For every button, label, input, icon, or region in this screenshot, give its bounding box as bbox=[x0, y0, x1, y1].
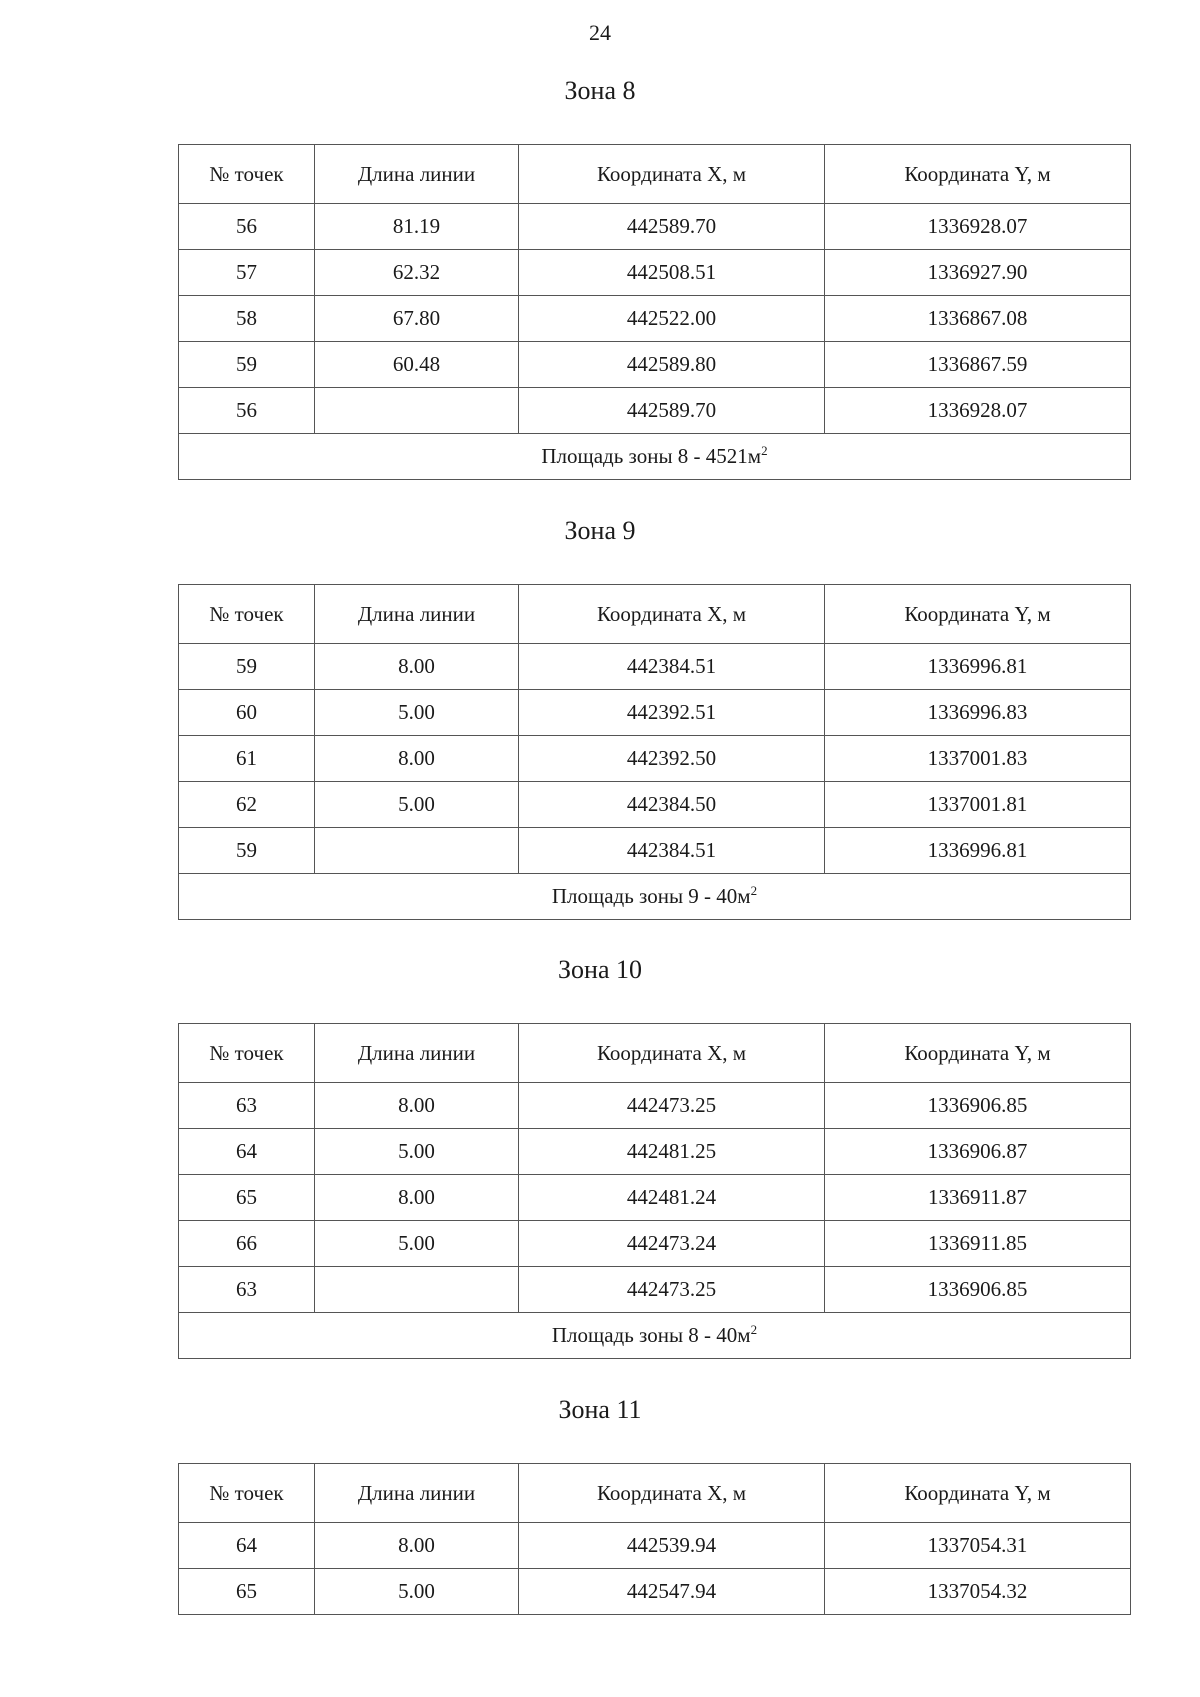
point-number-cell: 64 bbox=[179, 1129, 315, 1175]
header-coordinate-x: Координата X, м bbox=[519, 1464, 825, 1523]
coordinate-x-cell: 442384.51 bbox=[519, 644, 825, 690]
coordinate-y-cell: 1337001.83 bbox=[825, 736, 1131, 782]
point-number-cell: 63 bbox=[179, 1267, 315, 1313]
table-row bbox=[179, 296, 1131, 342]
area-unit-exponent: 2 bbox=[750, 883, 758, 898]
zone-9-section bbox=[0, 516, 1200, 908]
point-number-cell: 66 bbox=[179, 1221, 315, 1267]
coordinate-x-cell: 442392.50 bbox=[519, 736, 825, 782]
header-point-number: № точек bbox=[179, 585, 315, 644]
line-length-cell: 67.80 bbox=[315, 296, 519, 342]
coordinate-y-cell: 1336911.85 bbox=[825, 1221, 1131, 1267]
coordinate-x-cell: 442508.51 bbox=[519, 250, 825, 296]
table-row bbox=[179, 736, 1131, 782]
coordinate-x-cell: 442539.94 bbox=[519, 1523, 825, 1569]
point-number-cell: 61 bbox=[179, 736, 315, 782]
line-length-cell bbox=[315, 388, 519, 434]
point-number-cell: 59 bbox=[179, 644, 315, 690]
area-unit-exponent: 2 bbox=[761, 443, 768, 458]
header-line-length: Длина линии bbox=[315, 585, 519, 644]
zone-area-text: Площадь зоны 9 - 40м bbox=[551, 884, 751, 908]
header-point-number: № точек bbox=[179, 1464, 315, 1523]
table-header-row bbox=[179, 145, 1131, 204]
point-number-cell: 65 bbox=[179, 1175, 315, 1221]
point-number-cell: 56 bbox=[179, 204, 315, 250]
table-row bbox=[179, 690, 1131, 736]
coordinate-x-cell: 442473.25 bbox=[519, 1083, 825, 1129]
coordinate-x-cell: 442473.24 bbox=[519, 1221, 825, 1267]
line-length-cell: 8.00 bbox=[315, 1175, 519, 1221]
line-length-cell: 8.00 bbox=[315, 1083, 519, 1129]
header-coordinate-y: Координата Y, м bbox=[825, 145, 1131, 204]
coordinate-y-cell: 1336996.83 bbox=[825, 690, 1131, 736]
table-row bbox=[179, 1523, 1131, 1569]
table-row bbox=[179, 204, 1131, 250]
table-row bbox=[179, 782, 1131, 828]
coordinate-y-cell: 1336867.08 bbox=[825, 296, 1131, 342]
coordinates-table bbox=[178, 1023, 1131, 1359]
page-number: 24 bbox=[589, 20, 611, 45]
line-length-cell: 8.00 bbox=[315, 644, 519, 690]
line-length-cell: 5.00 bbox=[315, 1569, 519, 1615]
zone-10-section bbox=[0, 955, 1200, 1347]
line-length-cell bbox=[315, 1267, 519, 1313]
area-row bbox=[179, 874, 1131, 920]
coordinate-x-cell: 442392.51 bbox=[519, 690, 825, 736]
line-length-cell: 5.00 bbox=[315, 782, 519, 828]
point-number-cell: 59 bbox=[179, 342, 315, 388]
coordinate-x-cell: 442384.50 bbox=[519, 782, 825, 828]
coordinate-x-cell: 442473.25 bbox=[519, 1267, 825, 1313]
header-coordinate-y: Координата Y, м bbox=[825, 1464, 1131, 1523]
coordinate-y-cell: 1336906.85 bbox=[825, 1267, 1131, 1313]
header-coordinate-x: Координата X, м bbox=[519, 145, 825, 204]
table-row bbox=[179, 828, 1131, 874]
point-number-cell: 64 bbox=[179, 1523, 315, 1569]
table-row bbox=[179, 1083, 1131, 1129]
coordinate-x-cell: 442589.70 bbox=[519, 388, 825, 434]
line-length-cell bbox=[315, 828, 519, 874]
header-line-length: Длина линии bbox=[315, 145, 519, 204]
point-number-cell: 58 bbox=[179, 296, 315, 342]
coordinate-y-cell: 1336928.07 bbox=[825, 204, 1131, 250]
zone-area-text: Площадь зоны 8 - 40м bbox=[551, 1323, 751, 1347]
table-row bbox=[179, 1129, 1131, 1175]
coordinate-x-cell: 442589.70 bbox=[519, 204, 825, 250]
point-number-cell: 59 bbox=[179, 828, 315, 874]
coordinate-x-cell: 442384.51 bbox=[519, 828, 825, 874]
table-row bbox=[179, 1267, 1131, 1313]
coordinate-y-cell: 1336906.87 bbox=[825, 1129, 1131, 1175]
coordinate-y-cell: 1336928.07 bbox=[825, 388, 1131, 434]
coordinates-table bbox=[178, 1463, 1131, 1615]
table-header-row bbox=[179, 1464, 1131, 1523]
point-number-cell: 63 bbox=[179, 1083, 315, 1129]
zone-8-section bbox=[0, 76, 1200, 468]
line-length-cell: 8.00 bbox=[315, 1523, 519, 1569]
coordinate-y-cell: 1336927.90 bbox=[825, 250, 1131, 296]
point-number-cell: 62 bbox=[179, 782, 315, 828]
coordinate-x-cell: 442481.24 bbox=[519, 1175, 825, 1221]
header-coordinate-y: Координата Y, м bbox=[825, 1024, 1131, 1083]
point-number-cell: 56 bbox=[179, 388, 315, 434]
point-number-cell: 57 bbox=[179, 250, 315, 296]
header-coordinate-x: Координата X, м bbox=[519, 1024, 825, 1083]
line-length-cell: 8.00 bbox=[315, 736, 519, 782]
coordinate-y-cell: 1336906.85 bbox=[825, 1083, 1131, 1129]
area-unit-exponent: 2 bbox=[750, 1322, 758, 1337]
coordinate-x-cell: 442589.80 bbox=[519, 342, 825, 388]
zone-title: Зона 8 bbox=[564, 76, 636, 105]
table-row bbox=[179, 1221, 1131, 1267]
header-point-number: № точек bbox=[179, 145, 315, 204]
coordinates-table bbox=[178, 584, 1131, 920]
table-header-row bbox=[179, 585, 1131, 644]
zone-11-section bbox=[0, 1395, 1200, 1603]
line-length-cell: 5.00 bbox=[315, 690, 519, 736]
coordinate-y-cell: 1336996.81 bbox=[825, 828, 1131, 874]
table-row bbox=[179, 250, 1131, 296]
line-length-cell: 5.00 bbox=[315, 1129, 519, 1175]
line-length-cell: 5.00 bbox=[315, 1221, 519, 1267]
area-row bbox=[179, 434, 1131, 480]
header-point-number: № точек bbox=[179, 1024, 315, 1083]
header-line-length: Длина линии bbox=[315, 1464, 519, 1523]
line-length-cell: 60.48 bbox=[315, 342, 519, 388]
area-row bbox=[179, 1313, 1131, 1359]
point-number-cell: 60 bbox=[179, 690, 315, 736]
zone-area-text: Площадь зоны 8 - 4521м bbox=[541, 444, 762, 468]
header-line-length: Длина линии bbox=[315, 1024, 519, 1083]
coordinate-y-cell: 1336911.87 bbox=[825, 1175, 1131, 1221]
table-row bbox=[179, 644, 1131, 690]
point-number-cell: 65 bbox=[179, 1569, 315, 1615]
coordinate-y-cell: 1337001.81 bbox=[825, 782, 1131, 828]
coordinate-x-cell: 442522.00 bbox=[519, 296, 825, 342]
zone-title: Зона 11 bbox=[558, 1395, 642, 1424]
zone-title: Зона 9 bbox=[564, 516, 636, 545]
line-length-cell: 81.19 bbox=[315, 204, 519, 250]
coordinate-y-cell: 1336996.81 bbox=[825, 644, 1131, 690]
line-length-cell: 62.32 bbox=[315, 250, 519, 296]
coordinate-x-cell: 442481.25 bbox=[519, 1129, 825, 1175]
coordinate-y-cell: 1337054.32 bbox=[825, 1569, 1131, 1615]
zone-area-cell bbox=[179, 1313, 1131, 1359]
table-row bbox=[179, 342, 1131, 388]
zone-title: Зона 10 bbox=[558, 955, 642, 984]
coordinate-y-cell: 1337054.31 bbox=[825, 1523, 1131, 1569]
coordinates-table bbox=[178, 144, 1131, 480]
table-header-row bbox=[179, 1024, 1131, 1083]
table-row bbox=[179, 1569, 1131, 1615]
coordinate-x-cell: 442547.94 bbox=[519, 1569, 825, 1615]
header-coordinate-x: Координата X, м bbox=[519, 585, 825, 644]
table-row bbox=[179, 1175, 1131, 1221]
zone-area-cell bbox=[179, 434, 1131, 480]
zone-area-cell bbox=[179, 874, 1131, 920]
coordinate-y-cell: 1336867.59 bbox=[825, 342, 1131, 388]
table-row bbox=[179, 388, 1131, 434]
header-coordinate-y: Координата Y, м bbox=[825, 585, 1131, 644]
